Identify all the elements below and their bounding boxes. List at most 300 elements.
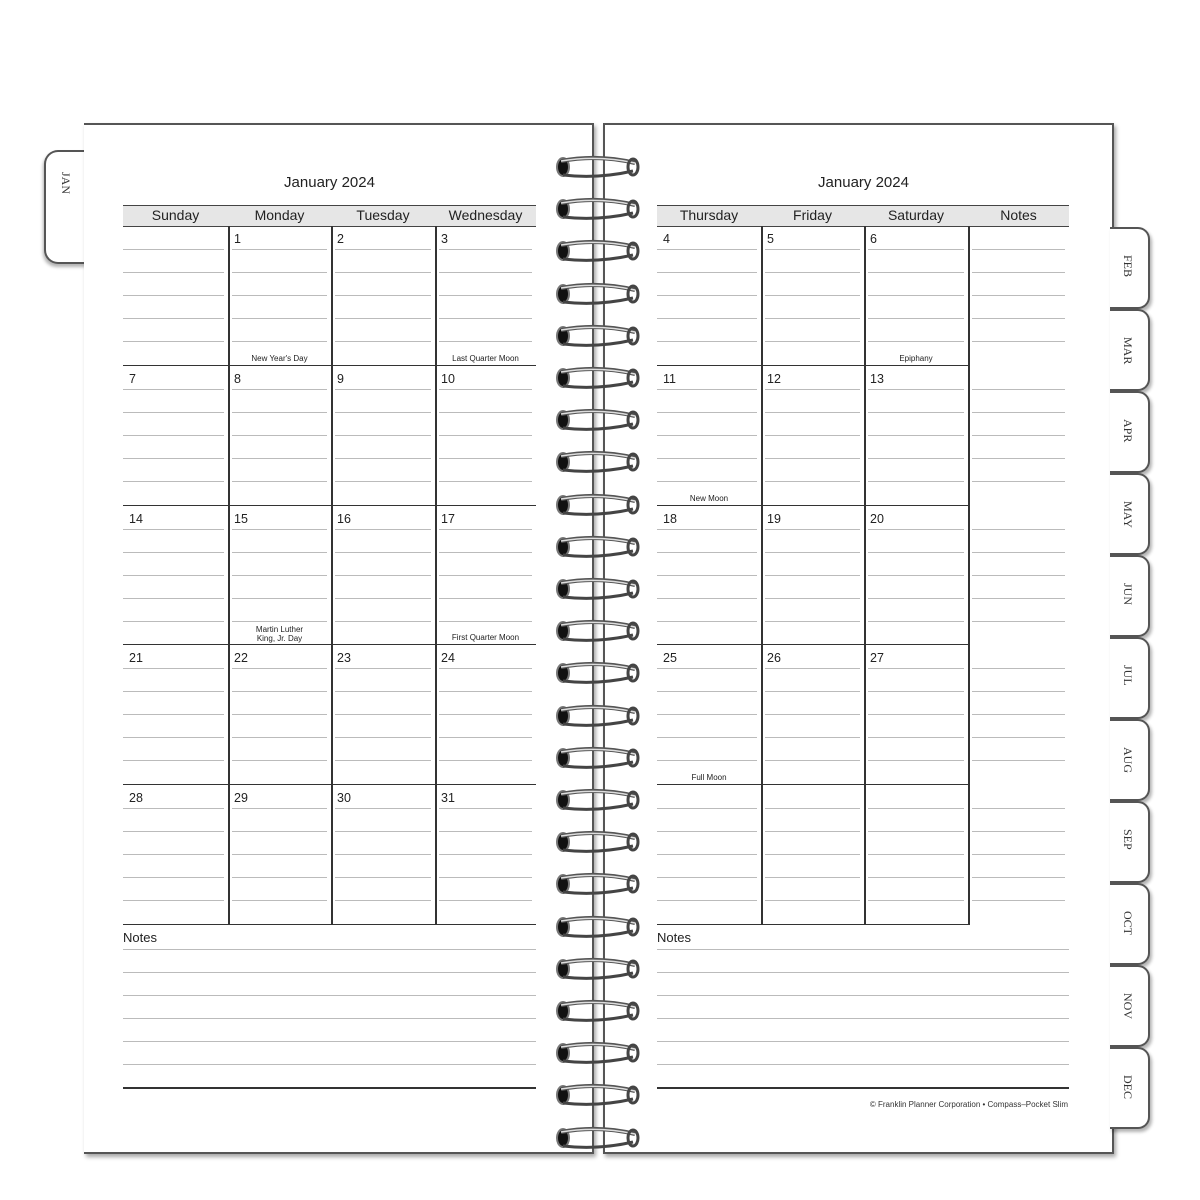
notes-line bbox=[123, 1087, 536, 1089]
day-number: 24 bbox=[441, 651, 455, 666]
ruled-line bbox=[765, 808, 860, 809]
ruled-line bbox=[335, 854, 431, 855]
column-divider bbox=[331, 226, 333, 925]
month-tab-dec[interactable] bbox=[1110, 1047, 1150, 1129]
notes-line bbox=[657, 995, 1069, 996]
ruled-line bbox=[765, 435, 860, 436]
ruled-line bbox=[765, 760, 860, 761]
ruled-line bbox=[335, 808, 431, 809]
ruled-line bbox=[972, 458, 1065, 459]
ruled-line bbox=[335, 575, 431, 576]
ruled-line bbox=[232, 737, 327, 738]
weekday-label: Friday bbox=[793, 207, 832, 223]
ruled-line bbox=[657, 318, 757, 319]
ruled-line bbox=[972, 272, 1065, 273]
spiral-ring-icon bbox=[553, 619, 633, 641]
tab-label: FEB bbox=[1121, 255, 1135, 278]
spiral-ring-icon bbox=[553, 872, 633, 894]
day-cell[interactable] bbox=[657, 645, 761, 785]
ruled-line bbox=[868, 831, 964, 832]
ruled-line bbox=[657, 389, 757, 390]
ruled-line bbox=[123, 249, 224, 250]
ruled-line bbox=[335, 760, 431, 761]
ruled-line bbox=[335, 831, 431, 832]
ruled-line bbox=[657, 529, 757, 530]
day-number: 13 bbox=[870, 371, 884, 386]
day-number: 1 bbox=[234, 232, 241, 246]
day-number: 9 bbox=[337, 371, 344, 386]
ruled-line bbox=[232, 435, 327, 436]
ruled-line bbox=[439, 691, 532, 692]
ruled-line bbox=[765, 621, 860, 622]
notes-line bbox=[657, 1041, 1069, 1042]
ruled-line bbox=[657, 295, 757, 296]
ruled-line bbox=[765, 575, 860, 576]
ruled-line bbox=[439, 481, 532, 482]
ruled-line bbox=[765, 272, 860, 273]
weekday-label: Notes bbox=[1000, 207, 1037, 223]
column-divider bbox=[968, 226, 970, 925]
ruled-line bbox=[439, 389, 532, 390]
day-event: New Year's Day bbox=[251, 353, 308, 363]
ruled-line bbox=[765, 249, 860, 250]
ruled-line bbox=[972, 737, 1065, 738]
ruled-line bbox=[439, 760, 532, 761]
ruled-line bbox=[335, 272, 431, 273]
ruled-line bbox=[868, 575, 964, 576]
ruled-line bbox=[972, 341, 1065, 342]
ruled-line bbox=[123, 668, 224, 669]
ruled-line bbox=[765, 295, 860, 296]
tab-label: OCT bbox=[1121, 911, 1135, 935]
spiral-ring-icon bbox=[553, 324, 633, 346]
ruled-line bbox=[123, 318, 224, 319]
notes-line bbox=[123, 1064, 536, 1065]
day-cell[interactable] bbox=[123, 226, 228, 366]
ruled-line bbox=[657, 854, 757, 855]
ruled-line bbox=[439, 341, 532, 342]
ruled-line bbox=[972, 481, 1065, 482]
day-number: 16 bbox=[337, 511, 351, 526]
ruled-line bbox=[439, 621, 532, 622]
notes-line bbox=[123, 1041, 536, 1042]
month-tab-may[interactable] bbox=[1110, 473, 1150, 555]
ruled-line bbox=[335, 295, 431, 296]
ruled-line bbox=[868, 341, 964, 342]
ruled-line bbox=[657, 668, 757, 669]
ruled-line bbox=[335, 691, 431, 692]
tab-label: JUN bbox=[1121, 583, 1135, 606]
ruled-line bbox=[972, 318, 1065, 319]
day-cell[interactable] bbox=[228, 366, 331, 506]
ruled-line bbox=[123, 552, 224, 553]
ruled-line bbox=[335, 900, 431, 901]
month-tab-jul[interactable] bbox=[1110, 637, 1150, 719]
ruled-line bbox=[765, 598, 860, 599]
ruled-line bbox=[657, 341, 757, 342]
ruled-line bbox=[123, 598, 224, 599]
ruled-line bbox=[335, 552, 431, 553]
ruled-line bbox=[657, 552, 757, 553]
ruled-line bbox=[232, 389, 327, 390]
ruled-line bbox=[868, 481, 964, 482]
day-cell[interactable] bbox=[657, 506, 761, 646]
ruled-line bbox=[972, 249, 1065, 250]
ruled-line bbox=[868, 552, 964, 553]
ruled-line bbox=[972, 831, 1065, 832]
ruled-line bbox=[335, 714, 431, 715]
ruled-line bbox=[868, 295, 964, 296]
day-cell[interactable] bbox=[864, 506, 968, 646]
ruled-line bbox=[868, 854, 964, 855]
ruled-line bbox=[657, 481, 757, 482]
ruled-line bbox=[439, 529, 532, 530]
ruled-line bbox=[439, 318, 532, 319]
day-number: 23 bbox=[337, 651, 351, 666]
month-tab-aug[interactable] bbox=[1110, 719, 1150, 801]
ruled-line bbox=[232, 458, 327, 459]
ruled-line bbox=[232, 760, 327, 761]
ruled-line bbox=[657, 900, 757, 901]
ruled-line bbox=[335, 621, 431, 622]
ruled-line bbox=[868, 621, 964, 622]
ruled-line bbox=[335, 318, 431, 319]
month-tab-jun[interactable] bbox=[1110, 555, 1150, 637]
ruled-line bbox=[439, 295, 532, 296]
ruled-line bbox=[657, 691, 757, 692]
spiral-ring-icon bbox=[553, 282, 633, 304]
ruled-line bbox=[123, 341, 224, 342]
ruled-line bbox=[123, 529, 224, 530]
right-page-title: January 2024 bbox=[818, 174, 909, 191]
ruled-line bbox=[439, 668, 532, 669]
day-event: Martin Luther King, Jr. Day bbox=[255, 625, 304, 644]
ruled-line bbox=[972, 529, 1065, 530]
spiral-ring-icon bbox=[553, 197, 633, 219]
ruled-line bbox=[232, 272, 327, 273]
notes-line bbox=[657, 1018, 1069, 1019]
day-event: First Quarter Moon bbox=[451, 633, 520, 643]
notes-column-cell[interactable] bbox=[968, 226, 1069, 366]
ruled-line bbox=[335, 249, 431, 250]
day-number: 3 bbox=[441, 232, 448, 246]
notes-column-cell[interactable] bbox=[968, 506, 1069, 646]
weekday-label: Tuesday bbox=[356, 207, 410, 223]
day-number: 26 bbox=[767, 651, 781, 666]
ruled-line bbox=[868, 249, 964, 250]
left-notes-label: Notes bbox=[123, 930, 157, 945]
ruled-line bbox=[972, 668, 1065, 669]
day-cell[interactable] bbox=[761, 645, 864, 785]
ruled-line bbox=[335, 341, 431, 342]
column-divider bbox=[435, 226, 437, 925]
weekday-label: Thursday bbox=[679, 207, 739, 223]
spiral-ring-icon bbox=[553, 408, 633, 430]
ruled-line bbox=[232, 341, 327, 342]
ruled-line bbox=[232, 621, 327, 622]
ruled-line bbox=[123, 295, 224, 296]
day-cell[interactable] bbox=[657, 366, 761, 506]
day-number: 12 bbox=[767, 371, 781, 386]
notes-line bbox=[123, 949, 536, 950]
ruled-line bbox=[123, 714, 224, 715]
ruled-line bbox=[657, 575, 757, 576]
spiral-ring-icon bbox=[553, 830, 633, 852]
tab-label: JAN bbox=[59, 172, 73, 195]
ruled-line bbox=[123, 691, 224, 692]
day-cell[interactable] bbox=[435, 366, 536, 506]
ruled-line bbox=[232, 877, 327, 878]
day-cell[interactable] bbox=[657, 785, 761, 925]
spiral-ring-icon bbox=[553, 704, 633, 726]
day-cell[interactable] bbox=[123, 645, 228, 785]
ruled-line bbox=[232, 318, 327, 319]
day-cell[interactable] bbox=[435, 645, 536, 785]
spiral-ring-icon bbox=[553, 915, 633, 937]
ruled-line bbox=[232, 900, 327, 901]
day-cell[interactable] bbox=[228, 506, 331, 646]
day-number: 21 bbox=[129, 651, 143, 666]
month-tab-oct[interactable] bbox=[1110, 883, 1150, 965]
ruled-line bbox=[439, 854, 532, 855]
ruled-line bbox=[657, 272, 757, 273]
ruled-line bbox=[123, 621, 224, 622]
day-event: Full Moon bbox=[691, 773, 727, 783]
notes-column-cell[interactable] bbox=[968, 645, 1069, 785]
spiral-ring-icon bbox=[553, 535, 633, 557]
ruled-line bbox=[868, 598, 964, 599]
ruled-line bbox=[232, 412, 327, 413]
ruled-line bbox=[232, 575, 327, 576]
ruled-line bbox=[868, 900, 964, 901]
month-tab-feb[interactable] bbox=[1110, 227, 1150, 309]
ruled-line bbox=[765, 831, 860, 832]
day-number: 19 bbox=[767, 511, 781, 526]
spiral-ring-icon bbox=[553, 999, 633, 1021]
ruled-line bbox=[972, 295, 1065, 296]
ruled-line bbox=[657, 714, 757, 715]
day-cell[interactable] bbox=[761, 366, 864, 506]
month-tab-jan[interactable] bbox=[44, 150, 88, 264]
ruled-line bbox=[335, 598, 431, 599]
ruled-line bbox=[335, 458, 431, 459]
notes-column-cell[interactable] bbox=[968, 785, 1069, 925]
day-number: 14 bbox=[129, 511, 143, 526]
day-number: 22 bbox=[234, 651, 248, 666]
ruled-line bbox=[123, 877, 224, 878]
ruled-line bbox=[335, 737, 431, 738]
ruled-line bbox=[972, 854, 1065, 855]
day-event: New Moon bbox=[689, 493, 729, 503]
ruled-line bbox=[765, 341, 860, 342]
spiral-ring-icon bbox=[553, 450, 633, 472]
day-number: 10 bbox=[441, 371, 455, 386]
ruled-line bbox=[439, 598, 532, 599]
spiral-ring-icon bbox=[553, 1126, 633, 1148]
ruled-line bbox=[232, 249, 327, 250]
tab-label: MAR bbox=[1121, 337, 1135, 365]
ruled-line bbox=[972, 714, 1065, 715]
ruled-line bbox=[765, 691, 860, 692]
ruled-line bbox=[972, 552, 1065, 553]
day-number: 5 bbox=[767, 232, 774, 246]
ruled-line bbox=[123, 435, 224, 436]
ruled-line bbox=[868, 435, 964, 436]
day-cell[interactable] bbox=[435, 506, 536, 646]
ruled-line bbox=[439, 552, 532, 553]
ruled-line bbox=[232, 691, 327, 692]
ruled-line bbox=[765, 714, 860, 715]
day-cell[interactable] bbox=[864, 645, 968, 785]
ruled-line bbox=[439, 714, 532, 715]
day-cell[interactable] bbox=[228, 785, 331, 925]
day-cell[interactable] bbox=[435, 226, 536, 366]
ruled-line bbox=[123, 389, 224, 390]
notes-line bbox=[123, 972, 536, 973]
ruled-line bbox=[765, 458, 860, 459]
ruled-line bbox=[232, 808, 327, 809]
day-event: Epiphany bbox=[899, 353, 933, 363]
day-cell[interactable] bbox=[761, 785, 864, 925]
ruled-line bbox=[868, 808, 964, 809]
day-cell[interactable] bbox=[761, 226, 864, 366]
ruled-line bbox=[439, 249, 532, 250]
ruled-line bbox=[439, 458, 532, 459]
ruled-line bbox=[868, 318, 964, 319]
day-cell[interactable] bbox=[123, 785, 228, 925]
day-cell[interactable] bbox=[331, 366, 435, 506]
ruled-line bbox=[335, 435, 431, 436]
ruled-line bbox=[439, 900, 532, 901]
day-number: 6 bbox=[870, 232, 877, 246]
day-number: 30 bbox=[337, 791, 351, 806]
ruled-line bbox=[123, 458, 224, 459]
ruled-line bbox=[868, 389, 964, 390]
day-cell[interactable] bbox=[331, 785, 435, 925]
ruled-line bbox=[123, 272, 224, 273]
ruled-line bbox=[765, 412, 860, 413]
ruled-line bbox=[123, 481, 224, 482]
ruled-line bbox=[335, 877, 431, 878]
ruled-line bbox=[972, 808, 1065, 809]
day-cell[interactable] bbox=[123, 366, 228, 506]
ruled-line bbox=[657, 412, 757, 413]
month-tab-sep[interactable] bbox=[1110, 801, 1150, 883]
spiral-ring-icon bbox=[553, 577, 633, 599]
month-tab-apr[interactable] bbox=[1110, 391, 1150, 473]
ruled-line bbox=[232, 529, 327, 530]
spiral-ring-icon bbox=[553, 1041, 633, 1063]
day-cell[interactable] bbox=[331, 645, 435, 785]
column-divider bbox=[864, 226, 866, 925]
month-tab-mar[interactable] bbox=[1110, 309, 1150, 391]
ruled-line bbox=[439, 808, 532, 809]
ruled-line bbox=[765, 389, 860, 390]
day-number: 29 bbox=[234, 791, 248, 806]
day-cell[interactable] bbox=[331, 506, 435, 646]
ruled-line bbox=[439, 272, 532, 273]
tab-label: JUL bbox=[1121, 665, 1135, 686]
notes-line bbox=[657, 972, 1069, 973]
ruled-line bbox=[972, 621, 1065, 622]
ruled-line bbox=[868, 760, 964, 761]
month-tab-nov[interactable] bbox=[1110, 965, 1150, 1047]
tab-label: AUG bbox=[1121, 747, 1135, 773]
ruled-line bbox=[972, 877, 1065, 878]
spiral-ring-icon bbox=[553, 239, 633, 261]
ruled-line bbox=[868, 691, 964, 692]
day-event: Last Quarter Moon bbox=[452, 353, 519, 363]
day-cell[interactable] bbox=[331, 226, 435, 366]
ruled-line bbox=[232, 552, 327, 553]
day-cell[interactable] bbox=[864, 785, 968, 925]
ruled-line bbox=[972, 575, 1065, 576]
ruled-line bbox=[972, 598, 1065, 599]
day-cell[interactable] bbox=[228, 226, 331, 366]
ruled-line bbox=[765, 854, 860, 855]
ruled-line bbox=[123, 854, 224, 855]
ruled-line bbox=[439, 737, 532, 738]
ruled-line bbox=[972, 412, 1065, 413]
ruled-line bbox=[123, 760, 224, 761]
ruled-line bbox=[123, 808, 224, 809]
day-cell[interactable] bbox=[864, 366, 968, 506]
ruled-line bbox=[868, 412, 964, 413]
ruled-line bbox=[232, 668, 327, 669]
right-notes-label: Notes bbox=[657, 930, 691, 945]
ruled-line bbox=[765, 668, 860, 669]
tab-label: SEP bbox=[1121, 829, 1135, 850]
day-cell[interactable] bbox=[864, 226, 968, 366]
ruled-line bbox=[972, 760, 1065, 761]
ruled-line bbox=[439, 877, 532, 878]
notes-line bbox=[657, 1087, 1069, 1089]
ruled-line bbox=[657, 760, 757, 761]
column-divider bbox=[761, 226, 763, 925]
ruled-line bbox=[868, 877, 964, 878]
ruled-line bbox=[439, 831, 532, 832]
spiral-ring-icon bbox=[553, 366, 633, 388]
day-number: 17 bbox=[441, 511, 455, 526]
day-number: 31 bbox=[441, 791, 455, 806]
day-cell[interactable] bbox=[228, 645, 331, 785]
ruled-line bbox=[657, 831, 757, 832]
ruled-line bbox=[868, 458, 964, 459]
spiral-ring-icon bbox=[553, 493, 633, 515]
spiral-ring-icon bbox=[553, 661, 633, 683]
ruled-line bbox=[123, 900, 224, 901]
notes-column-cell[interactable] bbox=[968, 366, 1069, 506]
ruled-line bbox=[868, 714, 964, 715]
day-cell[interactable] bbox=[123, 506, 228, 646]
spiral-ring-icon bbox=[553, 155, 633, 177]
ruled-line bbox=[868, 737, 964, 738]
day-cell[interactable] bbox=[657, 226, 761, 366]
copyright-footer: © Franklin Planner Corporation • Compass–Pocket Slim bbox=[869, 1100, 1068, 1109]
ruled-line bbox=[765, 877, 860, 878]
ruled-line bbox=[335, 412, 431, 413]
day-number: 2 bbox=[337, 232, 344, 246]
notes-line bbox=[657, 949, 1069, 950]
day-cell[interactable] bbox=[435, 785, 536, 925]
day-number: 8 bbox=[234, 371, 241, 386]
weekday-label: Wednesday bbox=[448, 207, 523, 223]
day-cell[interactable] bbox=[761, 506, 864, 646]
ruled-line bbox=[657, 249, 757, 250]
ruled-line bbox=[868, 668, 964, 669]
ruled-line bbox=[657, 598, 757, 599]
weekday-label: Saturday bbox=[887, 207, 945, 223]
